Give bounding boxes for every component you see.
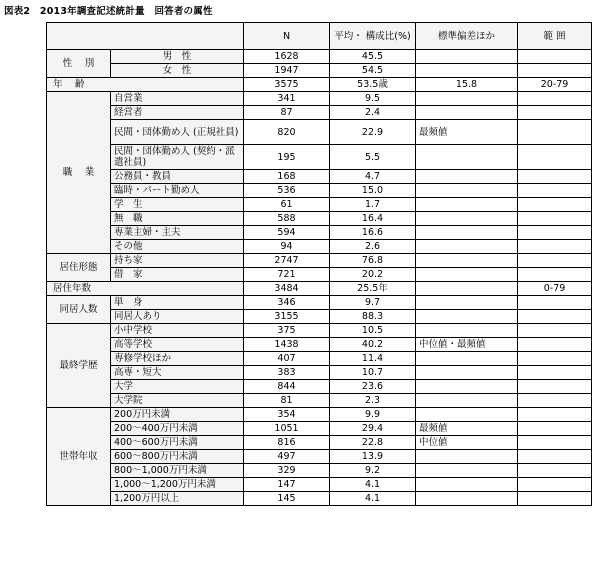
edu-note-cell	[416, 352, 518, 366]
income-range-cell	[518, 436, 592, 450]
job-item-label: 学 生	[111, 198, 244, 212]
income-n-cell: 497	[244, 450, 330, 464]
job-range-cell	[518, 170, 592, 184]
housing-category-label: 居住形態	[47, 254, 111, 282]
housing-note-cell	[416, 268, 518, 282]
housing-range-cell	[518, 254, 592, 268]
edu-n-cell: 1438	[244, 338, 330, 352]
table-row	[47, 450, 592, 464]
cohab-value-cell: 88.3	[330, 310, 416, 324]
table-header-row	[47, 23, 592, 50]
job-note-cell: 最頻値	[416, 120, 518, 145]
age-range-cell: 20-79	[518, 78, 592, 92]
job-n-cell: 536	[244, 184, 330, 198]
table-row	[47, 352, 592, 366]
housing-item-label: 持ち家	[111, 254, 244, 268]
cohab-value-cell: 9.7	[330, 296, 416, 310]
table-row	[47, 408, 592, 422]
job-range-cell	[518, 145, 592, 170]
income-note-cell	[416, 408, 518, 422]
edu-item-label: 小中学校	[111, 324, 244, 338]
income-value-cell: 4.1	[330, 492, 416, 506]
table-row	[47, 268, 592, 282]
job-range-cell	[518, 212, 592, 226]
table-row	[47, 324, 592, 338]
housing-value-cell: 20.2	[330, 268, 416, 282]
years-category-label: 居住年数	[47, 282, 244, 296]
edu-value-cell: 11.4	[330, 352, 416, 366]
table-row	[47, 310, 592, 324]
table-row	[47, 145, 592, 170]
table-row	[47, 106, 592, 120]
income-item-label: 200万円未満	[111, 408, 244, 422]
job-note-cell	[416, 240, 518, 254]
income-note-cell	[416, 492, 518, 506]
job-category-label: 職 業	[47, 92, 111, 254]
years-range-cell: 0-79	[518, 282, 592, 296]
job-note-cell	[416, 145, 518, 170]
job-value-cell: 1.7	[330, 198, 416, 212]
job-value-cell: 9.5	[330, 92, 416, 106]
edu-value-cell: 10.7	[330, 366, 416, 380]
edu-n-cell: 383	[244, 366, 330, 380]
income-range-cell	[518, 422, 592, 436]
edu-category-label: 最終学歴	[47, 324, 111, 408]
edu-range-cell	[518, 352, 592, 366]
job-n-cell: 195	[244, 145, 330, 170]
job-value-cell: 22.9	[330, 120, 416, 145]
income-item-label: 200～400万円未満	[111, 422, 244, 436]
income-value-cell: 9.2	[330, 464, 416, 478]
age-category-label: 年 齢	[47, 78, 244, 92]
job-n-cell: 61	[244, 198, 330, 212]
table-row	[47, 50, 592, 64]
gender-range-cell	[518, 50, 592, 64]
edu-value-cell: 40.2	[330, 338, 416, 352]
gender-n-cell: 1628	[244, 50, 330, 64]
cohab-item-label: 同居人あり	[111, 310, 244, 324]
table-row	[47, 198, 592, 212]
edu-item-label: 大学	[111, 380, 244, 394]
income-range-cell	[518, 450, 592, 464]
table-row	[47, 92, 592, 106]
table-row	[47, 296, 592, 310]
job-n-cell: 87	[244, 106, 330, 120]
table-row	[47, 478, 592, 492]
job-value-cell: 4.7	[330, 170, 416, 184]
job-item-label: 公務員・教員	[111, 170, 244, 184]
edu-note-cell: 中位値・最頻値	[416, 338, 518, 352]
edu-value-cell: 10.5	[330, 324, 416, 338]
header-sd: 標準偏差ほか	[416, 23, 518, 50]
table-row	[47, 240, 592, 254]
income-value-cell: 9.9	[330, 408, 416, 422]
header-mean: 平均・ 構成比(%)	[330, 23, 416, 50]
gender-note-cell	[416, 50, 518, 64]
gender-range-cell	[518, 64, 592, 78]
income-n-cell: 145	[244, 492, 330, 506]
income-item-label: 1,200万円以上	[111, 492, 244, 506]
housing-n-cell: 2747	[244, 254, 330, 268]
gender-category-label: 性 別	[47, 50, 111, 78]
table-row	[47, 366, 592, 380]
edu-item-label: 高専・短大	[111, 366, 244, 380]
job-value-cell: 2.4	[330, 106, 416, 120]
income-item-label: 1,000～1,200万円未満	[111, 478, 244, 492]
table-row	[47, 436, 592, 450]
cohab-range-cell	[518, 310, 592, 324]
job-range-cell	[518, 92, 592, 106]
job-n-cell: 594	[244, 226, 330, 240]
housing-value-cell: 76.8	[330, 254, 416, 268]
cohab-n-cell: 3155	[244, 310, 330, 324]
edu-range-cell	[518, 338, 592, 352]
table-row	[47, 226, 592, 240]
job-note-cell	[416, 212, 518, 226]
age-value-cell: 53.5歳	[330, 78, 416, 92]
table-row	[47, 78, 592, 92]
edu-range-cell	[518, 366, 592, 380]
edu-item-label: 大学院	[111, 394, 244, 408]
income-range-cell	[518, 408, 592, 422]
job-value-cell: 16.6	[330, 226, 416, 240]
header-range: 範 囲	[518, 23, 592, 50]
table-row	[47, 254, 592, 268]
income-range-cell	[518, 464, 592, 478]
edu-item-label: 専修学校ほか	[111, 352, 244, 366]
job-range-cell	[518, 226, 592, 240]
table-row	[47, 422, 592, 436]
years-sd-cell	[416, 282, 518, 296]
table-row	[47, 184, 592, 198]
job-range-cell	[518, 120, 592, 145]
income-note-cell	[416, 478, 518, 492]
cohab-n-cell: 346	[244, 296, 330, 310]
job-value-cell: 2.6	[330, 240, 416, 254]
job-n-cell: 341	[244, 92, 330, 106]
table-row	[47, 170, 592, 184]
years-value-cell: 25.5年	[330, 282, 416, 296]
edu-n-cell: 375	[244, 324, 330, 338]
gender-value-cell: 54.5	[330, 64, 416, 78]
job-item-label: 無 職	[111, 212, 244, 226]
job-note-cell	[416, 184, 518, 198]
job-n-cell: 820	[244, 120, 330, 145]
edu-note-cell	[416, 366, 518, 380]
job-item-label: 臨時・パート勤め人	[111, 184, 244, 198]
cohab-note-cell	[416, 310, 518, 324]
table-row	[47, 464, 592, 478]
cohab-note-cell	[416, 296, 518, 310]
income-n-cell: 329	[244, 464, 330, 478]
job-range-cell	[518, 184, 592, 198]
job-n-cell: 588	[244, 212, 330, 226]
income-n-cell: 354	[244, 408, 330, 422]
job-n-cell: 168	[244, 170, 330, 184]
job-item-label: 専業主婦・主夫	[111, 226, 244, 240]
edu-range-cell	[518, 380, 592, 394]
job-note-cell	[416, 170, 518, 184]
table-row	[47, 492, 592, 506]
income-value-cell: 13.9	[330, 450, 416, 464]
job-note-cell	[416, 106, 518, 120]
housing-note-cell	[416, 254, 518, 268]
edu-value-cell: 2.3	[330, 394, 416, 408]
income-n-cell: 816	[244, 436, 330, 450]
table-row	[47, 64, 592, 78]
table-row	[47, 380, 592, 394]
header-n: N	[244, 23, 330, 50]
job-item-label: 民間・団体勤め人 (正規社員)	[111, 120, 244, 145]
years-n-cell: 3484	[244, 282, 330, 296]
gender-n-cell: 1947	[244, 64, 330, 78]
job-item-label: その他	[111, 240, 244, 254]
gender-value-cell: 45.5	[330, 50, 416, 64]
edu-note-cell	[416, 380, 518, 394]
income-note-cell: 最頻値	[416, 422, 518, 436]
cohab-category-label: 同居人数	[47, 296, 111, 324]
attribute-table	[46, 22, 592, 506]
edu-value-cell: 23.6	[330, 380, 416, 394]
edu-n-cell: 844	[244, 380, 330, 394]
job-value-cell: 15.0	[330, 184, 416, 198]
job-item-label: 経営者	[111, 106, 244, 120]
income-n-cell: 1051	[244, 422, 330, 436]
edu-n-cell: 81	[244, 394, 330, 408]
age-n-cell: 3575	[244, 78, 330, 92]
edu-range-cell	[518, 394, 592, 408]
income-value-cell: 29.4	[330, 422, 416, 436]
housing-item-label: 借 家	[111, 268, 244, 282]
page-title: 図表2 2013年調査記述統計量 回答者の属性	[4, 6, 213, 17]
job-note-cell	[416, 92, 518, 106]
header-blank	[47, 23, 244, 50]
income-item-label: 400～600万円未満	[111, 436, 244, 450]
gender-item-label: 男 性	[111, 50, 244, 64]
cohab-range-cell	[518, 296, 592, 310]
income-range-cell	[518, 492, 592, 506]
income-value-cell: 22.8	[330, 436, 416, 450]
income-note-cell	[416, 450, 518, 464]
job-range-cell	[518, 106, 592, 120]
gender-item-label: 女 性	[111, 64, 244, 78]
income-note-cell: 中位値	[416, 436, 518, 450]
housing-n-cell: 721	[244, 268, 330, 282]
job-note-cell	[416, 226, 518, 240]
gender-note-cell	[416, 64, 518, 78]
job-range-cell	[518, 240, 592, 254]
cohab-item-label: 単 身	[111, 296, 244, 310]
job-n-cell: 94	[244, 240, 330, 254]
income-n-cell: 147	[244, 478, 330, 492]
job-value-cell: 16.4	[330, 212, 416, 226]
job-item-label: 民間・団体勤め人 (契約・派遣社員)	[111, 145, 244, 170]
income-category-label: 世帯年収	[47, 408, 111, 506]
edu-n-cell: 407	[244, 352, 330, 366]
income-note-cell	[416, 464, 518, 478]
income-item-label: 800～1,000万円未満	[111, 464, 244, 478]
edu-range-cell	[518, 324, 592, 338]
table-row	[47, 394, 592, 408]
age-sd-cell: 15.8	[416, 78, 518, 92]
income-item-label: 600～800万円未満	[111, 450, 244, 464]
edu-note-cell	[416, 394, 518, 408]
housing-range-cell	[518, 268, 592, 282]
edu-item-label: 高等学校	[111, 338, 244, 352]
edu-note-cell	[416, 324, 518, 338]
job-value-cell: 5.5	[330, 145, 416, 170]
income-value-cell: 4.1	[330, 478, 416, 492]
job-note-cell	[416, 198, 518, 212]
income-range-cell	[518, 478, 592, 492]
table-row	[47, 212, 592, 226]
job-item-label: 自営業	[111, 92, 244, 106]
table-row	[47, 282, 592, 296]
job-range-cell	[518, 198, 592, 212]
table-row	[47, 338, 592, 352]
table-row	[47, 120, 592, 145]
